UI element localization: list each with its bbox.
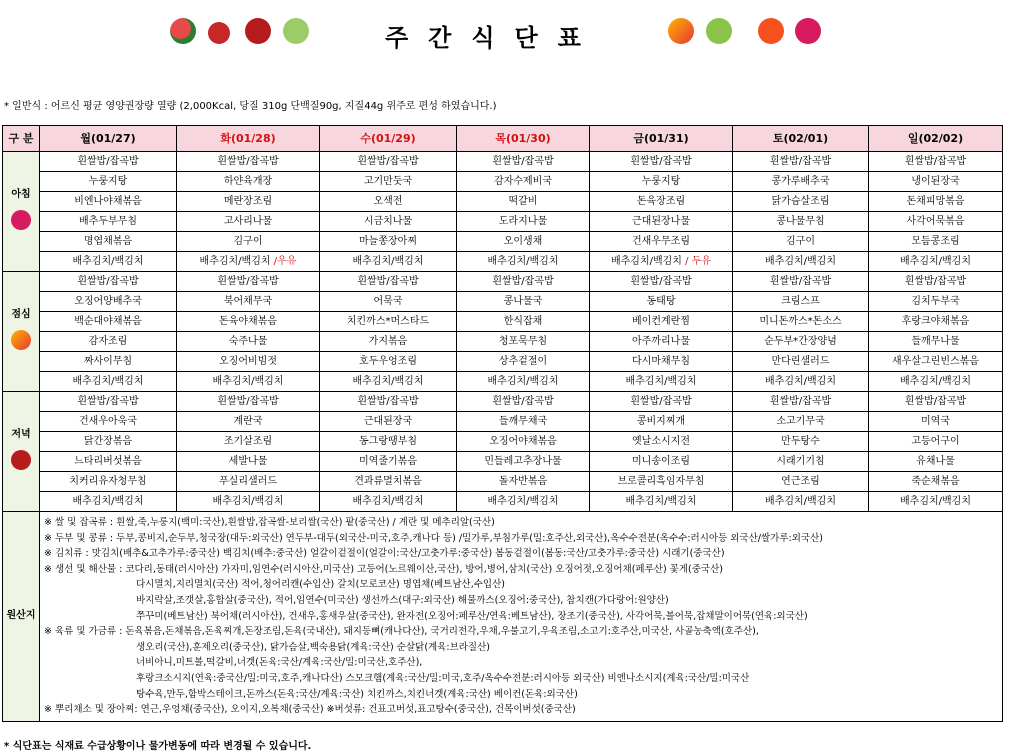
menu-item: 떡갈비 xyxy=(457,192,590,212)
menu-item: 김구이 xyxy=(177,232,320,252)
origin-line: 탕수육,만두,함박스테이크,돈까스(돈육:국산/계육:국산) 치킨까스,치킨너겟(계육:국산) 베이컨(돈육:외국산) xyxy=(136,688,578,700)
menu-item: 상추겉절이 xyxy=(457,352,590,372)
menu-item: 민들레고추장나물 xyxy=(457,452,590,472)
pomegranate-icon xyxy=(245,18,271,44)
raspberry-icon xyxy=(11,210,31,230)
day-header: 목(01/30) xyxy=(457,126,590,152)
menu-item: 미역국 xyxy=(869,412,1003,432)
menu-item: 도라지나물 xyxy=(457,212,590,232)
menu-row xyxy=(3,392,1003,412)
menu-item-kimchi xyxy=(40,252,177,272)
menu-item-kimchi xyxy=(869,252,1003,272)
menu-item: 흰쌀밥/잡곡밥 xyxy=(457,152,590,172)
menu-item: 흰쌀밥/잡곡밥 xyxy=(869,272,1003,292)
kimchi-text: 배추김치/백김치 xyxy=(765,375,836,387)
kimchi-text: 배추김치/백김치 xyxy=(72,255,144,267)
menu-item: 건새우무조림 xyxy=(590,232,733,252)
day-header: 화(01/28) xyxy=(177,126,320,152)
menu-item: 모듬콩조림 xyxy=(869,232,1003,252)
menu-item: 흰쌀밥/잡곡밥 xyxy=(40,272,177,292)
menu-item: 느타리버섯볶음 xyxy=(40,452,177,472)
menu-item: 만두탕수 xyxy=(733,432,869,452)
menu-item: 흰쌀밥/잡곡밥 xyxy=(177,272,320,292)
meal-label-text: 저녁 xyxy=(11,429,31,440)
menu-item: 베이컨계란찜 xyxy=(590,312,733,332)
day-header: 금(01/31) xyxy=(590,126,733,152)
menu-item: 사각어묵볶음 xyxy=(869,212,1003,232)
kimchi-text: 배추김치/백김치 xyxy=(212,495,284,507)
menu-item-kimchi xyxy=(177,252,320,272)
menu-item: 오징어비빔젓 xyxy=(177,352,320,372)
menu-item: 짜사이무침 xyxy=(40,352,177,372)
menu-item: 미니돈까스*돈소스 xyxy=(733,312,869,332)
menu-item: 흰쌀밥/잡곡밥 xyxy=(733,272,869,292)
menu-row xyxy=(3,332,1003,352)
menu-row xyxy=(3,412,1003,432)
menu-item: 김치두부국 xyxy=(869,292,1003,312)
origin-line: 생오리(국산),훈제오리(중국산), 닭가슴살,백숙용닭(계육:국산) 순살닭(계육:브라질산) xyxy=(136,641,490,653)
milk-extra: / 두유 xyxy=(685,255,712,267)
menu-item-kimchi xyxy=(320,372,457,392)
menu-item: 콩나물무침 xyxy=(733,212,869,232)
menu-item: 흰쌀밥/잡곡밥 xyxy=(869,392,1003,412)
menu-item-kimchi xyxy=(590,492,733,512)
menu-item: 시금치나물 xyxy=(320,212,457,232)
menu-row xyxy=(3,272,1003,292)
menu-item: 흰쌀밥/잡곡밥 xyxy=(590,272,733,292)
origin-line: 쭈꾸미(베트남산) 북어채(러시아산), 건새우,홍새우살(중국산), 완자전(오징어:페루산/연육:베트남산), 장조기(중국산), 사각어묵,볼어묵,잡채말이어묵(연육:외국산) xyxy=(136,610,808,622)
menu-item: 연근조림 xyxy=(733,472,869,492)
kimchi-text: 배추김치/백김치 xyxy=(72,375,144,387)
menu-item: 건새우아욱국 xyxy=(40,412,177,432)
kimchi-row xyxy=(3,372,1003,392)
menu-item-kimchi xyxy=(733,492,869,512)
meal-label-text: 아침 xyxy=(11,189,31,200)
origin-line: ※ 생선 및 해산물 : 코다리,동태(러시아산) 가자미,임연수(러시아산,미국산) 고등어(노르웨이산,국산), 방어,병어,삼치(국산) 오징어젓,오징어채(페루산) 꽃게(중국산) xyxy=(44,563,723,575)
meal-label-text: 점심 xyxy=(11,309,31,320)
menu-item: 순두부*간장양념 xyxy=(733,332,869,352)
menu-row xyxy=(3,152,1003,172)
kimchi-text: 배추김치/백김치 xyxy=(610,255,682,267)
menu-item: 다시마채무침 xyxy=(590,352,733,372)
origin-line: ※ 뿌리채소 및 장아찌: 연근,우엉채(중국산), 오이지,오복채(중국산) ※버섯류: 건표고버섯,표고탕수(중국산), 건목이버섯(중국산) xyxy=(44,704,576,716)
header-row xyxy=(3,126,1003,152)
day-header: 월(01/27) xyxy=(40,126,177,152)
kimchi-text: 배추김치/백김치 xyxy=(199,255,271,267)
lime-icon xyxy=(283,18,309,44)
menu-item-kimchi xyxy=(320,492,457,512)
meal-label xyxy=(3,272,40,392)
menu-item: 흰쌀밥/잡곡밥 xyxy=(457,272,590,292)
menu-item: 김구이 xyxy=(733,232,869,252)
menu-item: 새우살그린빈스볶음 xyxy=(869,352,1003,372)
menu-item: 견과류멸치볶음 xyxy=(320,472,457,492)
menu-item: 옛날소시지전 xyxy=(590,432,733,452)
kimchi-text: 배추김치/백김치 xyxy=(487,375,559,387)
nutrition-note: * 일반식 : 어르신 평균 영양권장량 열량 (2,000Kcal, 당질 310g 단백질90g, 지질44g 위주로 편성 하였습니다.) xyxy=(4,101,497,112)
menu-item: 흰쌀밥/잡곡밥 xyxy=(177,152,320,172)
menu-item: 근대된장국 xyxy=(320,412,457,432)
page-title: 주간식단표 xyxy=(385,24,601,52)
kimchi-text: 배추김치/백김치 xyxy=(352,495,424,507)
menu-item: 들깨무채국 xyxy=(457,412,590,432)
origin-line: 너비아니,미트볼,떡갈비,너겟(돈육:국산/계육:국산/밀:미국산,호주산), xyxy=(136,657,423,669)
menu-item: 하얀육개장 xyxy=(177,172,320,192)
menu-item: 흰쌀밥/잡곡밥 xyxy=(320,272,457,292)
menu-item: 소고기무국 xyxy=(733,412,869,432)
menu-item: 흰쌀밥/잡곡밥 xyxy=(457,392,590,412)
menu-item: 흰쌀밥/잡곡밥 xyxy=(869,152,1003,172)
menu-item: 감자조림 xyxy=(40,332,177,352)
kimchi-row xyxy=(3,492,1003,512)
kimchi-text: 배추김치/백김치 xyxy=(900,375,971,387)
menu-item: 흰쌀밥/잡곡밥 xyxy=(177,392,320,412)
menu-item: 메란장조림 xyxy=(177,192,320,212)
menu-row xyxy=(3,292,1003,312)
origin-line: ※ 육류 및 가금류 : 돈육볶음,돈채볶음,돈육찌개,돈장조림,돈육(국내산), 돼지등뼈(캐나다산), 국거리전각,우채,우불고기,우육조림,소고기:호주산,미국산, 사골농축액(호주산), xyxy=(44,626,759,638)
menu-row xyxy=(3,472,1003,492)
header-label: 구 분 xyxy=(3,126,40,152)
origin-info xyxy=(40,512,1003,722)
kimchi-text: 배추김치/백김치 xyxy=(765,255,836,267)
menu-item: 미역줄기볶음 xyxy=(320,452,457,472)
menu-item-kimchi xyxy=(457,252,590,272)
mango-icon xyxy=(668,18,694,44)
menu-row xyxy=(3,212,1003,232)
menu-item-kimchi xyxy=(40,492,177,512)
menu-item: 시래기기침 xyxy=(733,452,869,472)
menu-row xyxy=(3,312,1003,332)
kimchi-text: 배추김치/백김치 xyxy=(72,495,144,507)
menu-item: 흰쌀밥/잡곡밥 xyxy=(40,392,177,412)
grape-icon xyxy=(706,18,732,44)
menu-row xyxy=(3,232,1003,252)
origin-line: ※ 두부 및 콩류 : 두부,콩비지,순두부,청국장(대두:외국산) 연두부-대두(외국산-미국,호주,캐나다 등) /밀가루,부침가루(밀:호주산,외국산),옥수수전분(옥수수:러시아등 외국산/쌀가루:외국산) xyxy=(44,532,823,544)
menu-item: 어묵국 xyxy=(320,292,457,312)
menu-item: 후랑크야채볶음 xyxy=(869,312,1003,332)
menu-item: 돌자반볶음 xyxy=(457,472,590,492)
menu-item: 콩비지찌개 xyxy=(590,412,733,432)
menu-item-kimchi xyxy=(590,372,733,392)
change-notice: * 식단표는 식재료 수급상황이나 물가변동에 따라 변경될 수 있습니다. xyxy=(4,741,312,752)
cherry-icon xyxy=(208,22,230,44)
menu-item: 오색전 xyxy=(320,192,457,212)
day-header: 수(01/29) xyxy=(320,126,457,152)
menu-item: 브로콜리흑임자무침 xyxy=(590,472,733,492)
menu-item: 조기살조림 xyxy=(177,432,320,452)
menu-item: 닭간장볶음 xyxy=(40,432,177,452)
menu-row xyxy=(3,432,1003,452)
kimchi-row xyxy=(3,252,1003,272)
meal-label xyxy=(3,392,40,512)
menu-item-kimchi xyxy=(733,252,869,272)
menu-item: 치커리유자청무침 xyxy=(40,472,177,492)
menu-item: 명엽채볶음 xyxy=(40,232,177,252)
menu-item: 누룽지탕 xyxy=(40,172,177,192)
menu-item: 유채나물 xyxy=(869,452,1003,472)
kimchi-text: 배추김치/백김치 xyxy=(212,375,284,387)
menu-item: 들깨무나물 xyxy=(869,332,1003,352)
menu-item: 숙주나물 xyxy=(177,332,320,352)
menu-item: 흰쌀밥/잡곡밥 xyxy=(733,152,869,172)
day-header: 토(02/01) xyxy=(733,126,869,152)
menu-item: 계란국 xyxy=(177,412,320,432)
menu-item: 고등어구이 xyxy=(869,432,1003,452)
menu-row xyxy=(3,352,1003,372)
menu-item: 동그랑땡부침 xyxy=(320,432,457,452)
kimchi-text: 배추김치/백김치 xyxy=(625,495,697,507)
menu-item: 배추두부무침 xyxy=(40,212,177,232)
menu-item-kimchi xyxy=(590,252,733,272)
menu-item: 콩나물국 xyxy=(457,292,590,312)
orange-icon xyxy=(758,18,784,44)
menu-item: 돈육야채볶음 xyxy=(177,312,320,332)
menu-item: 만다린샐러드 xyxy=(733,352,869,372)
menu-item: 가지볶음 xyxy=(320,332,457,352)
menu-item: 흰쌀밥/잡곡밥 xyxy=(733,392,869,412)
kimchi-text: 배추김치/백김치 xyxy=(352,375,424,387)
menu-item: 백순대야채볶음 xyxy=(40,312,177,332)
menu-item-kimchi xyxy=(869,492,1003,512)
menu-item: 치킨까스*머스타드 xyxy=(320,312,457,332)
menu-item: 감자수제비국 xyxy=(457,172,590,192)
menu-item: 돈육장조림 xyxy=(590,192,733,212)
kimchi-text: 배추김치/백김치 xyxy=(487,255,559,267)
title-row xyxy=(0,6,1025,58)
menu-item: 흰쌀밥/잡곡밥 xyxy=(40,152,177,172)
origin-line: 바지락살,조갯살,홍합살(중국산), 적어,임연수(미국산) 생선까스(대구:외국산) 해물까스(오징어:중국산), 참치캔(가다랑어:원양산) xyxy=(136,594,669,606)
menu-item-kimchi xyxy=(869,372,1003,392)
menu-table xyxy=(2,125,1003,722)
menu-item: 아주까리나물 xyxy=(590,332,733,352)
kimchi-text: 배추김치/백김치 xyxy=(487,495,559,507)
menu-item: 미니송이조림 xyxy=(590,452,733,472)
menu-item: 흰쌀밥/잡곡밥 xyxy=(590,392,733,412)
meal-label xyxy=(3,152,40,272)
menu-item-kimchi xyxy=(733,372,869,392)
menu-item: 죽순채볶음 xyxy=(869,472,1003,492)
origin-row xyxy=(3,512,1003,722)
kimchi-text: 배추김치/백김치 xyxy=(625,375,697,387)
menu-item: 동태탕 xyxy=(590,292,733,312)
menu-item: 닭가슴살조림 xyxy=(733,192,869,212)
menu-item: 콩가루배추국 xyxy=(733,172,869,192)
kimchi-text: 배추김치/백김치 xyxy=(900,495,971,507)
pomegranate-icon xyxy=(11,450,31,470)
milk-extra: /우유 xyxy=(273,255,297,267)
menu-item-kimchi xyxy=(457,372,590,392)
origin-line: ※ 쌀 및 잡곡류 : 흰쌀,죽,누룽지(백미:국산),흰쌀밥,잡곡쌀-보리쌀(국산) 팥(중국산) / 계란 및 메추리알(국산) xyxy=(44,517,495,528)
menu-item: 청포묵무침 xyxy=(457,332,590,352)
origin-line: 다시멸치,지리멸치(국산) 적어,청어리캔(수입산) 갈치(모로코산) 명엽채(베트남산,수입산) xyxy=(136,579,505,591)
menu-item: 오이생채 xyxy=(457,232,590,252)
menu-row xyxy=(3,452,1003,472)
menu-item-kimchi xyxy=(177,372,320,392)
raspberry-icon xyxy=(795,18,821,44)
menu-row xyxy=(3,172,1003,192)
kimchi-text: 배추김치/백김치 xyxy=(765,495,836,507)
menu-item: 누룽지탕 xyxy=(590,172,733,192)
menu-item: 한식잡채 xyxy=(457,312,590,332)
menu-item: 호두우엉조림 xyxy=(320,352,457,372)
menu-item: 마늘쫑장아찌 xyxy=(320,232,457,252)
origin-line: ※ 김치류 : 맛김치(배추&고추가루:중국산) 백김치(배추:중국산) 얼갈이겉절이(얼갈이:국산/고춧가루:중국산) 봄동겉절이(봄동:국산/고춧가루:중국산) 시래기(중국산) xyxy=(44,548,725,560)
menu-item: 흰쌀밥/잡곡밥 xyxy=(590,152,733,172)
menu-item-kimchi xyxy=(320,252,457,272)
menu-item: 흰쌀밥/잡곡밥 xyxy=(320,152,457,172)
menu-item: 북어채무국 xyxy=(177,292,320,312)
kimchi-text: 배추김치/백김치 xyxy=(352,255,424,267)
menu-item: 고사리나물 xyxy=(177,212,320,232)
menu-item: 비엔나야채볶음 xyxy=(40,192,177,212)
menu-item: 오징어양배추국 xyxy=(40,292,177,312)
mango-icon xyxy=(11,330,31,350)
kimchi-text: 배추김치/백김치 xyxy=(900,255,971,267)
menu-item: 흰쌀밥/잡곡밥 xyxy=(320,392,457,412)
watermelon-icon xyxy=(170,18,196,44)
menu-item: 돈채피망볶음 xyxy=(869,192,1003,212)
menu-item: 푸실리샐러드 xyxy=(177,472,320,492)
menu-item-kimchi xyxy=(457,492,590,512)
origin-line: 후랑크소시지(연육:중국산/밀:미국,호주,캐나다산) 스모크햄(계육:국산/밀:미국,호주/옥수수전분:러시아등 외국산) 비엔나소시지(계육:국산/밀:미국산 xyxy=(136,672,750,684)
day-header: 일(02/02) xyxy=(869,126,1003,152)
menu-item: 오징어야채볶음 xyxy=(457,432,590,452)
menu-row xyxy=(3,192,1003,212)
menu-item-kimchi xyxy=(177,492,320,512)
origin-label: 원산지 xyxy=(3,512,40,722)
menu-item: 냉이된장국 xyxy=(869,172,1003,192)
menu-item: 고기만둣국 xyxy=(320,172,457,192)
menu-item: 세발나물 xyxy=(177,452,320,472)
menu-item: 근대된장나물 xyxy=(590,212,733,232)
menu-item: 크림스프 xyxy=(733,292,869,312)
menu-item-kimchi xyxy=(40,372,177,392)
